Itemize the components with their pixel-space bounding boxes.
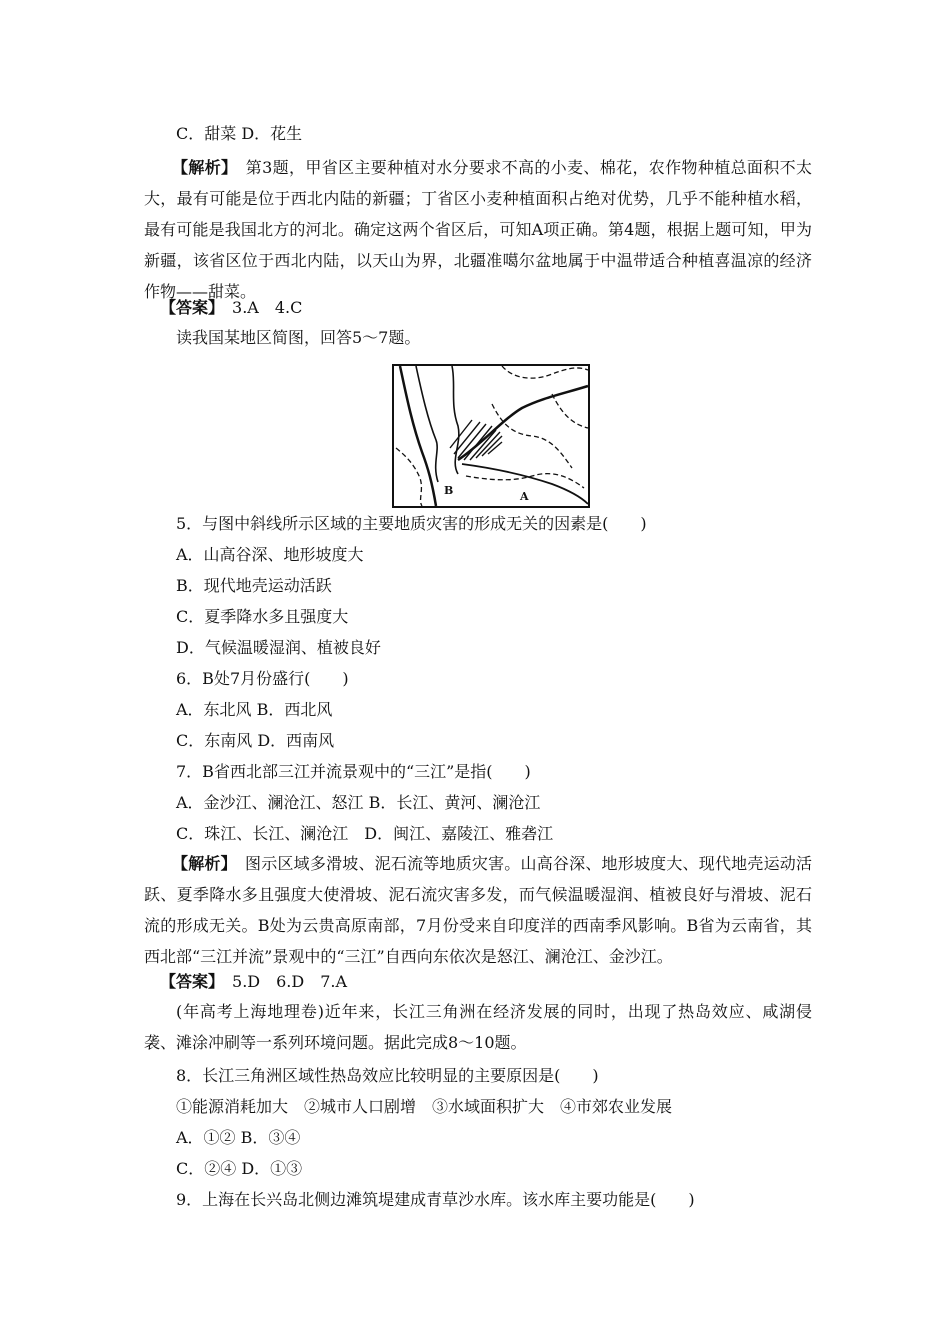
answer-block-2	[160, 972, 347, 992]
q5-option-c: C．夏季降水多且强度大	[176, 607, 349, 626]
q8-stem: 8．长江三角洲区域性热岛效应比较明显的主要原因是( )	[176, 1066, 599, 1085]
q8-items: ①能源消耗加大 ②城市人口剧增 ③水域面积扩大 ④市郊农业发展	[176, 1097, 673, 1116]
q2-options: C．甜菜 D．花生	[176, 124, 303, 143]
shanghai-intro: (年高考上海地理卷)近年来，长江三角洲在经济发展的同时，出现了热岛效应、咸湖侵袭、滩涂冲刷等一系列环境问题。据此完成8～10题。	[144, 1002, 812, 1052]
q6-stem: 6．B处7月份盛行( )	[176, 669, 349, 688]
q9-stem: 9．上海在长兴岛北侧边滩筑堤建成青草沙水库。该水库主要功能是( )	[176, 1190, 695, 1209]
q5-option-d: D．气候温暖湿润、植被良好	[176, 638, 381, 657]
q7-options-cd: C．珠江、长江、澜沧江 D．闽江、嘉陵江、雅砻江	[176, 824, 554, 843]
map-intro: 读我国某地区简图，回答5～7题。	[176, 328, 421, 347]
region-map	[392, 364, 590, 508]
q8-options-cd: C．②④ D．①③	[176, 1159, 303, 1178]
q6-options-cd: C．东南风 D．西南风	[176, 731, 335, 750]
q6-options-ab: A．东北风 B．西北风	[176, 700, 333, 719]
analysis-text: 图示区域多滑坡、泥石流等地质灾害。山高谷深、地形坡度大、现代地壳运动活跃、夏季降水多且强度大使滑坡、泥石流灾害多发，而气候温暖湿润、植被良好与滑坡、泥石流的形成无关。B处为云贵高原南部，7月份受来自印度洋的西南季风影响。B省为云南省，其西北部“三江并流”景观中的“三江”自西向东依次是怒江、澜沧江、金沙江。	[144, 854, 812, 966]
analysis-block-2	[144, 848, 812, 972]
q5-option-a: A．山高谷深、地形坡度大	[176, 545, 364, 564]
q5-option-b: B．现代地壳运动活跃	[176, 576, 332, 595]
answer-label: 【答案】	[160, 298, 217, 317]
map-label-a: A	[520, 490, 529, 503]
analysis-label: 【解析】	[172, 158, 230, 177]
analysis-text: 第3题，甲省区主要种植对水分要求不高的小麦、棉花，农作物种植总面积不太大，最有可能是位于西北内陆的新疆；丁省区小麦种植面积占绝对优势，几乎不能种植水稻，最有可能是我国北方的河北。确定这两个省区后，可知A项正确。第4题，根据上题可知，甲为新疆，该省区位于西北内陆，以天山为界，北疆准噶尔盆地属于中温带适合种植喜温凉的经济作物——甜菜。	[144, 158, 812, 301]
answer-text: 3.A 4.C	[232, 298, 303, 317]
analysis-block-1	[144, 152, 812, 307]
q5-stem: 5．与图中斜线所示区域的主要地质灾害的形成无关的因素是( )	[176, 514, 647, 533]
q7-options-ab: A．金沙江、澜沧江、怒江 B．长江、黄河、澜沧江	[176, 793, 541, 812]
answer-text: 5.D 6.D 7.A	[232, 972, 348, 991]
analysis-label: 【解析】	[172, 854, 229, 873]
q8-options-ab: A．①② B．③④	[176, 1128, 301, 1147]
answer-block-1	[160, 298, 302, 318]
answer-label: 【答案】	[160, 972, 217, 991]
map-label-b: B	[444, 484, 454, 497]
q7-stem: 7．B省西北部三江并流景观中的“三江”是指( )	[176, 762, 531, 781]
